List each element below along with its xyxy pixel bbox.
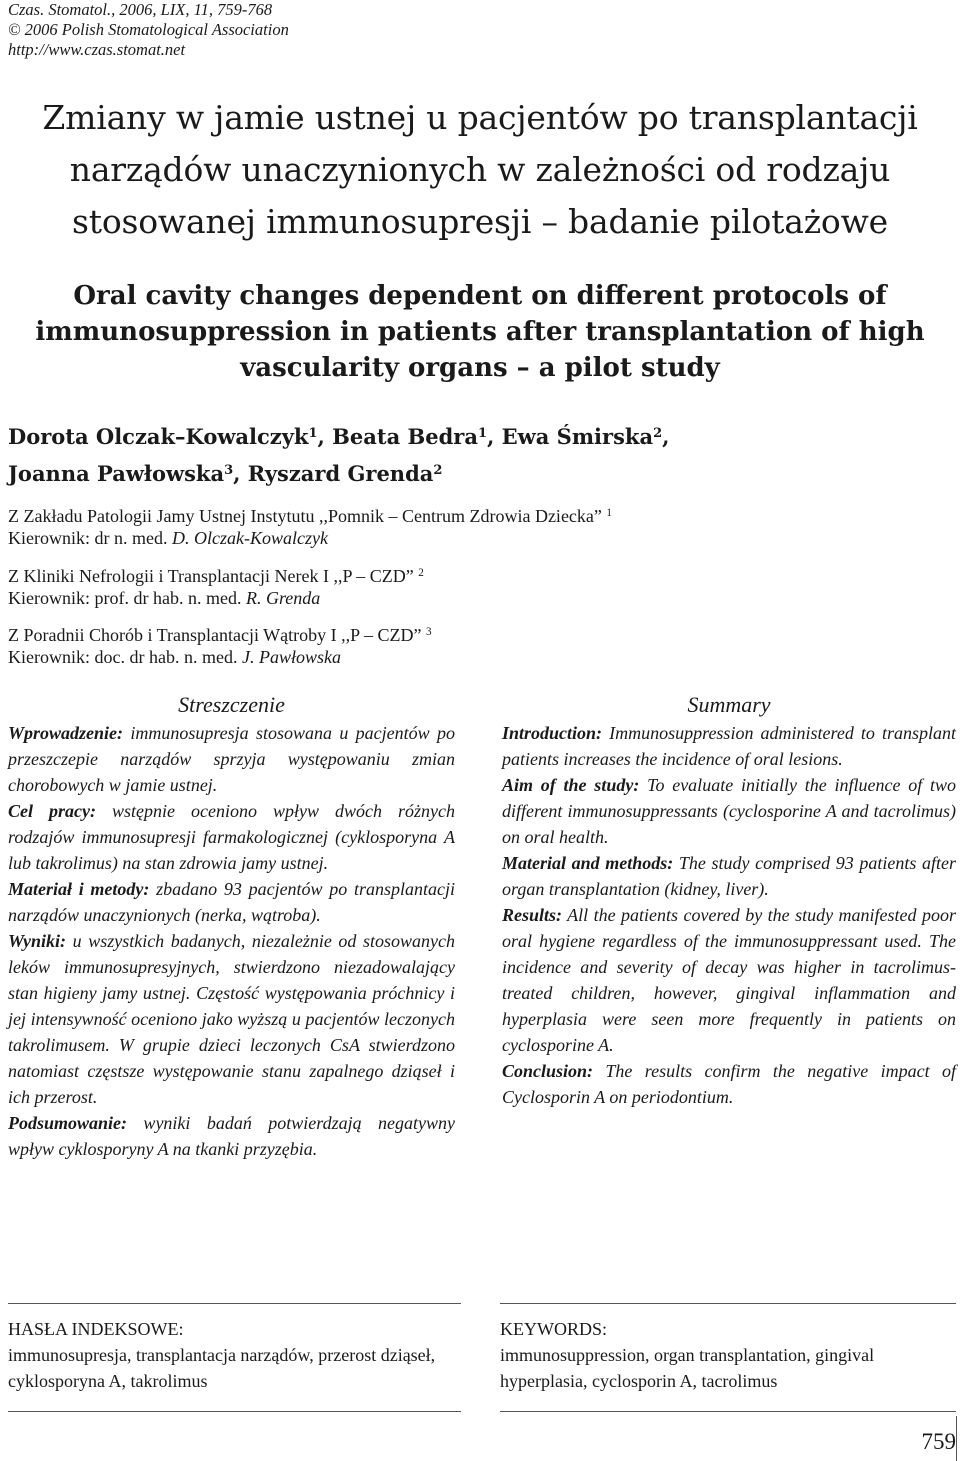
affiliation-line [8, 565, 424, 587]
keywords-polish-heading: HASŁA INDEKSOWE: [8, 1319, 184, 1339]
abstract-section [502, 1058, 956, 1110]
abstract-section [8, 798, 455, 876]
affiliation-mark: 1 [606, 506, 612, 519]
affiliation-head [8, 587, 424, 609]
author-name: , Ryszard Grenda [233, 461, 434, 486]
author-line [8, 418, 669, 455]
abstract-section-text: The study comprised 93 patients after organ transplantation (kidney, liver). [502, 853, 956, 899]
journal-url: http://www.czas.stomat.net [8, 40, 186, 59]
abstract-section-label: Podsumowanie: [8, 1113, 128, 1133]
abstract-section-label: Introduction: [502, 723, 603, 743]
keywords-polish [8, 1303, 461, 1394]
abstract-polish [8, 690, 455, 1162]
affiliation-head-prefix: Kierownik: dr n. med. [8, 528, 168, 548]
abstract-section-label: Materiał i metody: [8, 879, 150, 899]
affiliation-head-name: J. Pawłowska [241, 647, 341, 667]
english-title-line: immunosuppression in patients after transplantation of high [35, 317, 925, 347]
keywords-english-text: immunosuppression, organ transplantation, gingival hyperplasia, cyclosporin A, tacrolimus [500, 1345, 875, 1391]
abstract-section [502, 772, 956, 850]
abstract-section-label: Material and methods: [502, 853, 674, 873]
author-affiliation-mark: 1 [477, 425, 488, 441]
abstract-section [8, 928, 455, 1110]
abstract-section [502, 720, 956, 772]
author-line [8, 455, 669, 492]
abstract-section-label: Wyniki: [8, 931, 67, 951]
abstract-english-heading: Summary [687, 692, 771, 717]
abstract-section-text: zbadano 93 pacjentów po transplantacji narządów unaczynionych (nerka, wątroba). [8, 879, 455, 925]
author-name: , Beata Bedra [317, 424, 478, 449]
polish-title-line: Zmiany w jamie ustnej u pacjentów po transplantacji [42, 98, 918, 137]
abstract-section [8, 1110, 455, 1162]
abstract-section-text: The results confirm the negative impact of Cyclosporin A on periodontium. [502, 1061, 956, 1107]
abstract-section-text: To evaluate initially the influence of two different immunosuppressants (cyclosporine A and tacrolimus) on oral health. [502, 775, 956, 847]
polish-title-line: stosowanej immunosupresji – badanie pilotażowe [72, 202, 888, 241]
keywords-polish-text: immunosupresja, transplantacja narządów, przerost dziąseł, cyklosporyna A, takrolimus [8, 1345, 436, 1391]
journal-copyright: © 2006 Polish Stomatological Association [8, 20, 289, 39]
polish-title [0, 92, 960, 248]
affiliation-1 [8, 505, 612, 549]
affiliation-3 [8, 624, 432, 668]
affiliation-mark: 3 [425, 625, 432, 638]
page-number-divider [956, 1416, 957, 1461]
author-affiliation-mark: 2 [433, 462, 443, 478]
english-title-line: Oral cavity changes dependent on different protocols of [73, 281, 887, 311]
affiliation-line [8, 505, 612, 527]
abstract-section-label: Wprowadzenie: [8, 723, 124, 743]
author-name: Dorota Olczak–Kowalczyk [8, 424, 309, 449]
affiliation-text: Z Zakładu Patologii Jamy Ustnej Instytutu ,,Pomnik – Centrum Zdrowia Dziecka” [8, 506, 602, 526]
abstract-section-text: u wszystkich badanych, niezależnie od stosowanych leków immunosupresyjnych, stwierdzono niezadowalający stan higieny jamy ustnej. Częstość występowania próchnicy i jej intensywność oceniono jako wyższą u pacjentów leczonych takrolimusem. W grupie dzieci leczonych CsA stwierdzono natomiast częstsze występowanie stanu zapalnego dziąseł i ich przerost. [8, 931, 455, 1107]
affiliation-head-prefix: Kierownik: prof. dr hab. n. med. [8, 588, 242, 608]
abstract-section [8, 720, 455, 798]
abstract-section-text: wyniki badań potwierdzają negatywny wpływ cyklosporyny A na tkanki przyzębia. [8, 1113, 455, 1159]
affiliation-head-name: R. Grenda [245, 588, 321, 608]
page-number: 759 [921, 1429, 956, 1454]
keywords-polish-divider [8, 1411, 461, 1412]
abstract-section-text: Immunosuppression administered to transplant patients increases the incidence of oral lesions. [502, 723, 956, 769]
author-affiliation-mark: 3 [224, 462, 234, 478]
abstract-section [502, 902, 956, 1058]
abstract-section [502, 850, 956, 902]
journal-citation: Czas. Stomatol., 2006, LIX, 11, 759-768 [8, 0, 273, 19]
author-name: Joanna Pawłowska [8, 461, 225, 486]
abstract-section [8, 876, 455, 928]
abstract-section-text: All the patients covered by the study manifested poor oral hygiene regardless of the immunosuppressant used. The incidence and severity of decay was higher in tacrolimus-treated children, however, gingival inflammation and hyperplasia were seen more frequently in patients on cyclosporine A. [502, 905, 956, 1055]
abstract-section-text: immunosupresja stosowana u pacjentów po przeszczepie narządów sprzyja występowaniu zmian chorobowych w jamie ustnej. [8, 723, 455, 795]
abstract-section-label: Conclusion: [502, 1061, 594, 1081]
affiliation-text: Z Kliniki Nefrologii i Transplantacji Nerek I ,,P – CZD” [8, 566, 414, 586]
affiliation-head [8, 646, 432, 668]
affiliation-text: Z Poradnii Chorób i Transplantacji Wątroby I ,,P – CZD” [8, 625, 422, 645]
abstract-section-label: Results: [502, 905, 563, 925]
keywords-english [500, 1303, 956, 1394]
affiliation-head [8, 527, 612, 549]
author-affiliation-mark: 2 [653, 425, 663, 441]
abstract-polish-heading: Streszczenie [178, 692, 285, 717]
author-affiliation-mark: 1 [308, 425, 318, 441]
author-separator: , [662, 424, 670, 449]
affiliation-head-name: D. Olczak-Kowalczyk [171, 528, 328, 548]
abstract-english [502, 690, 956, 1110]
abstract-section-label: Cel pracy: [8, 801, 96, 821]
abstract-section-label: Aim of the study: [502, 775, 640, 795]
author-list [8, 418, 669, 492]
journal-header [8, 0, 289, 60]
affiliation-2 [8, 565, 424, 609]
affiliation-mark: 2 [418, 566, 424, 579]
abstract-section-text: wstępnie oceniono wpływ dwóch różnych rodzajów immunosupresji farmakologicznej (cyklosporyna A lub takrolimus) na stan zdrowia jamy ustnej. [8, 801, 455, 873]
author-name: , Ewa Śmirska [487, 424, 654, 449]
polish-title-line: narządów unaczynionych w zależności od rodzaju [69, 150, 891, 189]
affiliation-head-prefix: Kierownik: doc. dr hab. n. med. [8, 647, 238, 667]
keywords-english-heading: KEYWORDS: [500, 1319, 607, 1339]
affiliation-line [8, 624, 432, 646]
english-title [0, 278, 960, 386]
keywords-english-divider [500, 1411, 956, 1412]
english-title-line: vascularity organs – a pilot study [240, 353, 720, 383]
